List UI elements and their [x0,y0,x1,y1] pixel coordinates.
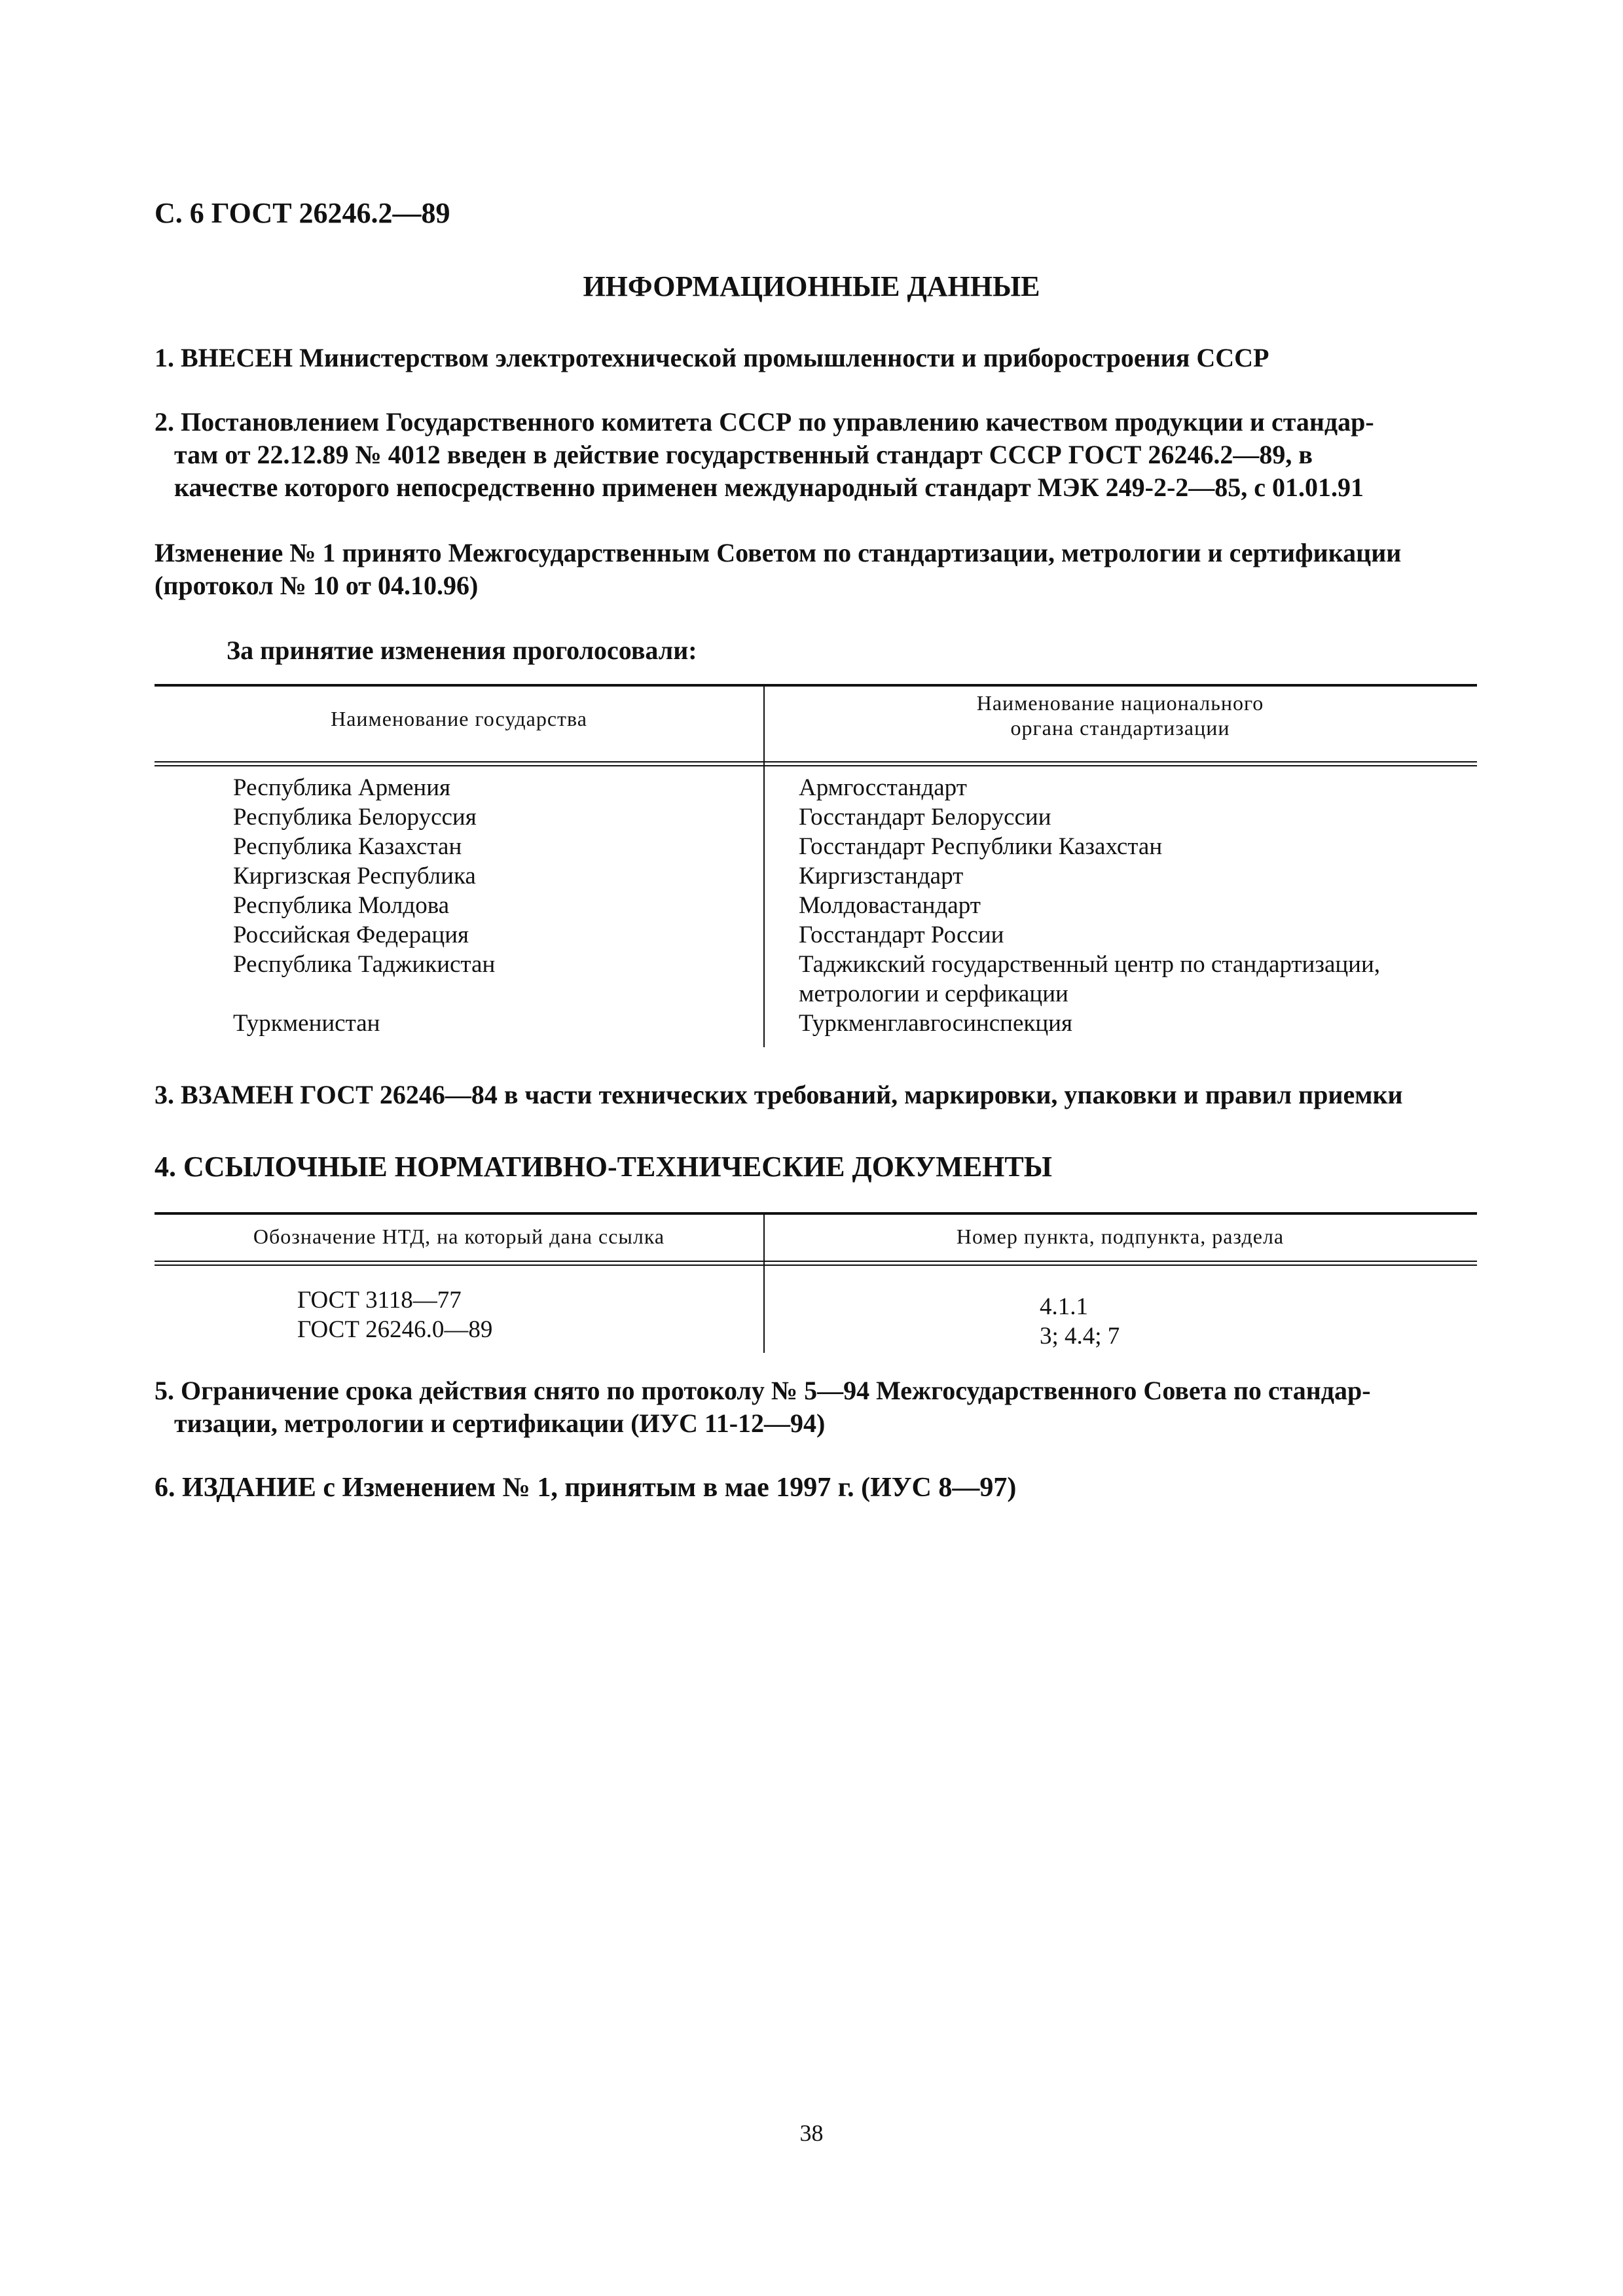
state-name: Республика Белоруссия [233,804,477,831]
standards-body-name: Армгосстандарт [799,774,967,801]
section-title: ИНФОРМАЦИОННЫЕ ДАННЫЕ [583,270,1040,302]
refs-col1-header: Обозначение НТД, на который дана ссылка [253,1225,665,1248]
standards-body-name: Таджикский государственный центр по стандартизации, [799,951,1381,978]
standards-body-name: метрологии и серфикации [799,980,1068,1007]
docs-list [297,1285,492,1344]
item-4: 4. ССЫЛОЧНЫЕ НОРМАТИВНО-ТЕХНИЧЕСКИЕ ДОКУМЕНТЫ [155,1151,1052,1183]
votes-col2-header-line-1: Наименование национального [976,691,1264,715]
item-3: 3. ВЗАМЕН ГОСТ 26246—84 в части технических требований, маркировки, упаковки и правил приемки [155,1080,1403,1109]
votes-col2-header-line-2: органа стандартизации [1010,716,1230,740]
item-5-line-2: тизации, метрологии и сертификации (ИУС 11-12—94) [174,1408,826,1438]
votes-col1-header: Наименование государства [331,707,587,730]
page-header: С. 6 ГОСТ 26246.2—89 [155,197,450,229]
votes-title: За принятие изменения проголосовали: [227,636,697,665]
item-5 [155,1374,1477,1440]
item-2-line-3: качестве которого непосредственно применен международный стандарт МЭК 249-2-2—85, с 01.01.91 [174,473,1364,502]
item-2-line-2: там от 22.12.89 № 4012 введен в действие государственный стандарт СССР ГОСТ 26246.2—89, в [174,440,1313,469]
amendment-note [155,537,1477,602]
clause-number: 3; 4.4; 7 [1040,1323,1120,1350]
states-list [233,773,495,1038]
state-name: Республика Казахстан [233,833,462,860]
item-2-line-1: 2. Постановлением Государственного комитета СССР по управлению качеством продукции и стандар- [155,407,1374,437]
table-header-rule [155,1261,1477,1266]
table-top-rule [155,1212,1477,1215]
refs-col2-header: Номер пункта, подпункта, раздела [956,1225,1285,1248]
state-name: Республика Молдова [233,892,450,919]
state-name [233,979,495,1009]
standards-body-name: Туркменглавгосинспекция [799,1010,1072,1037]
standards-body-name: Госстандарт Республики Казахстан [799,833,1163,860]
table-header-rule [155,761,1477,766]
standards-body-name: Госстандарт Белоруссии [799,804,1051,831]
state-name: Киргизская Республика [233,863,476,889]
state-name: Республика Армения [233,774,451,801]
votes-col2-header [763,691,1477,740]
item-2 [155,406,1477,504]
ntd-designation: ГОСТ 26246.0—89 [297,1316,493,1343]
state-name: Туркменистан [233,1010,380,1037]
standards-body-name: Молдовастандарт [799,892,981,919]
standards-body-name: Госстандарт России [799,922,1004,948]
table-top-rule [155,684,1477,687]
standards-body-name: Киргизстандарт [799,863,964,889]
votes-table [155,684,1477,1047]
state-name: Республика Таджикистан [233,951,496,978]
amendment-line-1: Изменение № 1 принято Межгосударственным Советом по стандартизации, метрологии и сертификации [155,538,1402,567]
references-table [155,1212,1477,1353]
item-1: 1. ВНЕСЕН Министерством электротехнической промышленности и приборостроения СССР [155,343,1269,372]
clause-number: 4.1.1 [1040,1293,1088,1320]
ntd-designation: ГОСТ 3118—77 [297,1287,462,1314]
amendment-line-2: (протокол № 10 от 04.10.96) [155,571,479,600]
bodies-list [799,773,1380,1038]
state-name: Российская Федерация [233,922,469,948]
item-5-line-1: 5. Ограничение срока действия снято по протоколу № 5—94 Межгосударственного Совета по стандар- [155,1376,1371,1405]
page-number: 38 [799,2120,824,2146]
clauses-list [1040,1292,1120,1351]
item-6: 6. ИЗДАНИЕ с Изменением № 1, принятым в мае 1997 г. (ИУС 8—97) [155,1473,1017,1503]
